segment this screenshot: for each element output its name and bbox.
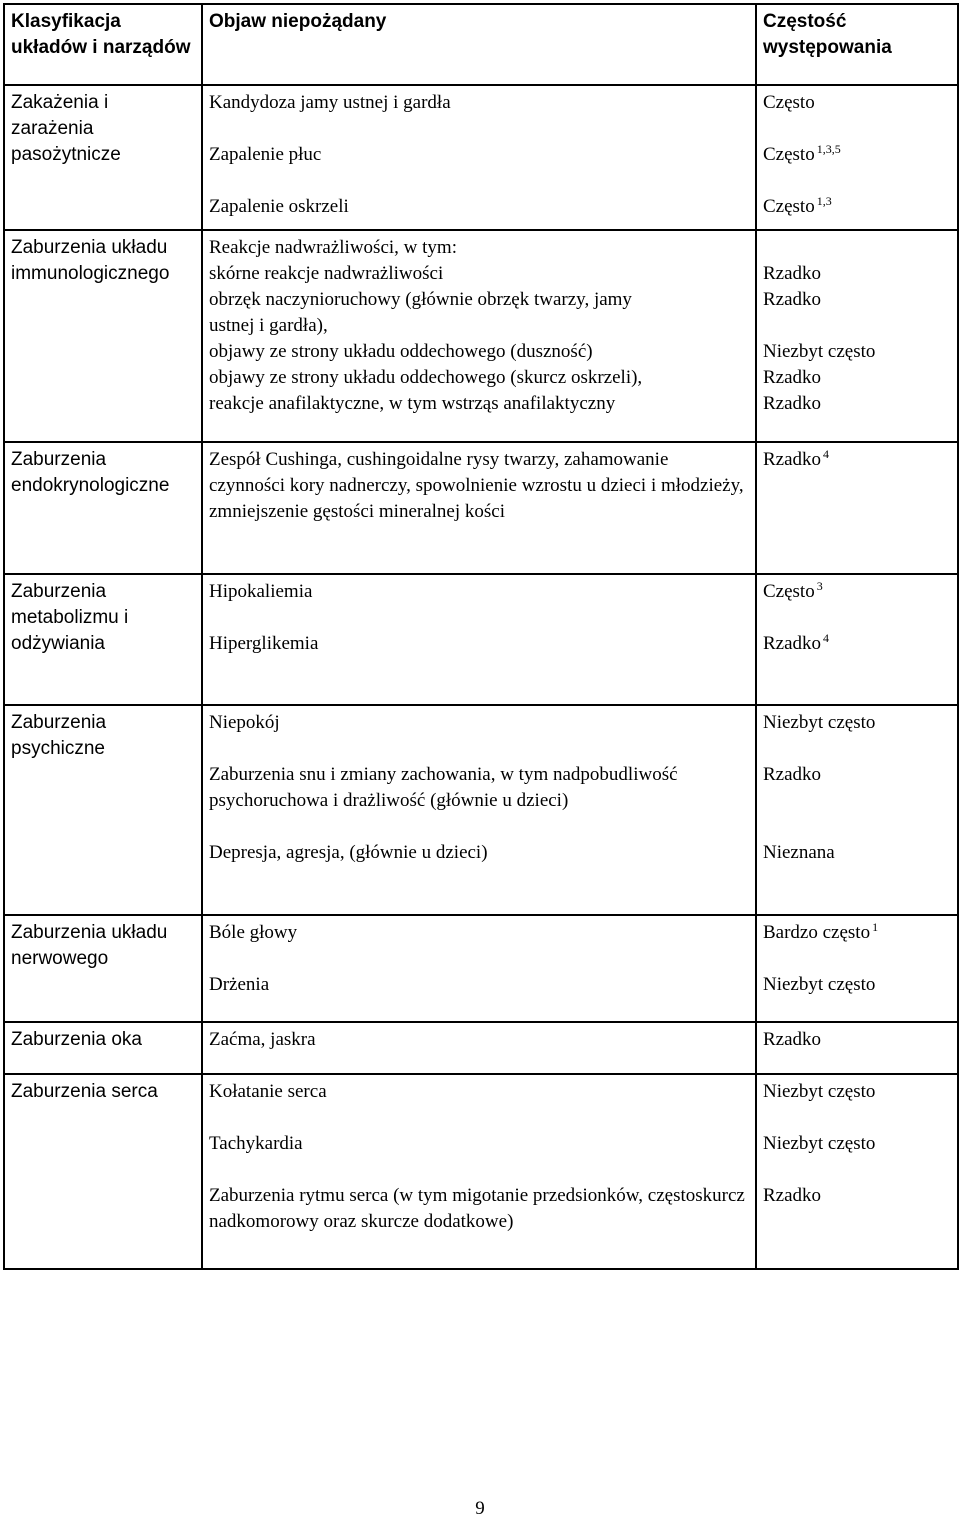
table-row: [4, 442, 958, 574]
footnote-marker: 3: [816, 579, 823, 593]
footnote-marker: 1,3,5: [816, 142, 841, 156]
adverse-effect-entry: Zespół Cushinga, cushingoidalne rysy twarzy, zahamowanie czynności kory nadnerczy, spowolnienie wzrostu u dzieci i młodzieży, zmniejszenie gęstości mineralnej kości: [209, 449, 744, 522]
adverse-effect-entry: Drżenia: [209, 974, 270, 995]
frequency-entry: [763, 447, 951, 525]
adverse-effect-entry: Tachykardia: [209, 1133, 303, 1154]
adverse-effect-entry: Hiperglikemia: [209, 633, 319, 654]
organ-class-cell: Zaburzenia oka: [4, 1022, 202, 1074]
adverse-effect-entry: Niepokój: [209, 712, 280, 733]
organ-class-cell: Zaburzenia układu nerwowego: [4, 915, 202, 1022]
frequency-value: Nieznana: [763, 842, 835, 863]
adverse-effect-entry: Depresja, agresja, (głównie u dzieci): [209, 842, 488, 863]
organ-class-cell: Zaburzenia serca: [4, 1074, 202, 1269]
frequency-cell: [756, 574, 958, 705]
adverse-effect-cell: [202, 1074, 756, 1269]
frequency-entry: [763, 710, 951, 736]
footnote-marker: 1,3: [816, 194, 832, 208]
adverse-effect-cell: [202, 1022, 756, 1074]
footnote-marker: 1: [872, 920, 879, 934]
footnote-marker: 4: [823, 631, 830, 645]
frequency-cell: [756, 705, 958, 915]
adverse-effect-entry: Kandydoza jamy ustnej i gardła: [209, 92, 451, 113]
adverse-effect-entry: Zaburzenia snu i zmiany zachowania, w tym nadpobudliwość psychoruchowa i drażliwość (głównie u dzieci): [209, 764, 678, 811]
page-number: 9: [475, 1498, 485, 1519]
adverse-effect-entry: Zaburzenia rytmu serca (w tym migotanie przedsionków, częstoskurcz nadkomorowy oraz skurcze dodatkowe): [209, 1185, 745, 1232]
frequency-entry: [763, 1079, 951, 1105]
organ-class-cell: Zaburzenia metabolizmu i odżywiania: [4, 574, 202, 705]
frequency-entry: [763, 631, 951, 657]
frequency-value: Niezbyt często: [763, 1081, 876, 1102]
adverse-effect-line: Reakcje nadwrażliwości, w tym:: [209, 237, 457, 258]
frequency-value: [763, 235, 951, 261]
frequency-value: Rzadko: [763, 289, 822, 310]
frequency-value: Rzadko: [763, 633, 822, 654]
adverse-effect-line: ustnej i gardła),: [209, 315, 328, 336]
frequency-entry: [763, 194, 951, 220]
adverse-effect-cell: [202, 230, 756, 442]
frequency-cell: [756, 85, 958, 230]
adverse-effect-cell: [202, 705, 756, 915]
frequency-value: Rzadko: [763, 367, 822, 388]
frequency-entry: [763, 1027, 951, 1053]
footnote-marker: 4: [823, 447, 830, 461]
frequency-value: Często: [763, 196, 815, 217]
frequency-value: Rzadko: [763, 1029, 822, 1050]
frequency-entry: [763, 762, 951, 814]
frequency-entry: [763, 972, 951, 998]
header-effect: Objaw niepożądany: [202, 4, 756, 85]
adverse-effect-line: objawy ze strony układu oddechowego (skurcz oskrzeli),: [209, 367, 643, 388]
adverse-effect-cell: [202, 442, 756, 574]
organ-class-cell: Zaburzenia endokrynologiczne: [4, 442, 202, 574]
adverse-effects-table: [3, 3, 959, 1270]
adverse-effect-entry: Bóle głowy: [209, 922, 298, 943]
header-soc: Klasyfikacja układów i narządów: [4, 4, 202, 85]
organ-class-cell: Zakażenia i zarażenia pasożytnicze: [4, 85, 202, 230]
frequency-entry: [763, 142, 951, 168]
frequency-value: Niezbyt często: [763, 974, 876, 995]
frequency-value: Bardzo często: [763, 922, 871, 943]
frequency-value: Rzadko: [763, 393, 822, 414]
table-header-row: [4, 4, 958, 85]
frequency-entry: [763, 1183, 951, 1235]
frequency-cell: [756, 1022, 958, 1074]
header-frequency: Częstość występowania: [756, 4, 958, 85]
table-row: [4, 85, 958, 230]
adverse-effect-line: skórne reakcje nadwrażliwości: [209, 263, 444, 284]
adverse-effect-entry: Hipokaliemia: [209, 581, 313, 602]
frequency-value: Rzadko: [763, 263, 822, 284]
frequency-entry: [763, 90, 951, 116]
frequency-value: Często: [763, 144, 815, 165]
frequency-value: Rzadko: [763, 449, 822, 470]
frequency-value: [763, 313, 951, 339]
table-row: [4, 230, 958, 442]
adverse-effect-entry: Zaćma, jaskra: [209, 1029, 316, 1050]
table-row: [4, 1074, 958, 1269]
table-row: [4, 915, 958, 1022]
table-row: [4, 574, 958, 705]
adverse-effect-cell: [202, 915, 756, 1022]
adverse-effect-cell: [202, 574, 756, 705]
table-body: [4, 4, 958, 1269]
frequency-cell: [756, 442, 958, 574]
frequency-value: Często: [763, 92, 815, 113]
table-row: [4, 1022, 958, 1074]
adverse-effect-cell: [202, 85, 756, 230]
frequency-entry: [763, 920, 951, 946]
frequency-entry: [763, 1131, 951, 1157]
frequency-cell: [756, 1074, 958, 1269]
frequency-cell: [756, 915, 958, 1022]
frequency-value: Niezbyt często: [763, 1133, 876, 1154]
frequency-value: Niezbyt często: [763, 341, 876, 362]
frequency-value: Niezbyt często: [763, 712, 876, 733]
organ-class-cell: Zaburzenia układu immunologicznego: [4, 230, 202, 442]
adverse-effect-line: reakcje anafilaktyczne, w tym wstrząs anafilaktyczny: [209, 393, 616, 414]
frequency-entry: [763, 840, 951, 866]
adverse-effect-line: obrzęk naczynioruchowy (głównie obrzęk twarzy, jamy: [209, 289, 632, 310]
table-row: [4, 705, 958, 915]
adverse-effect-entry: Zapalenie oskrzeli: [209, 196, 349, 217]
organ-class-cell: Zaburzenia psychiczne: [4, 705, 202, 915]
frequency-value: Rzadko: [763, 764, 822, 785]
frequency-cell: [756, 230, 958, 442]
frequency-value: Rzadko: [763, 1185, 822, 1206]
frequency-value: Często: [763, 581, 815, 602]
adverse-effect-entry: Kołatanie serca: [209, 1081, 327, 1102]
adverse-effect-line: objawy ze strony układu oddechowego (duszność): [209, 341, 593, 362]
frequency-entry: [763, 579, 951, 605]
adverse-effect-entry: Zapalenie płuc: [209, 144, 322, 165]
